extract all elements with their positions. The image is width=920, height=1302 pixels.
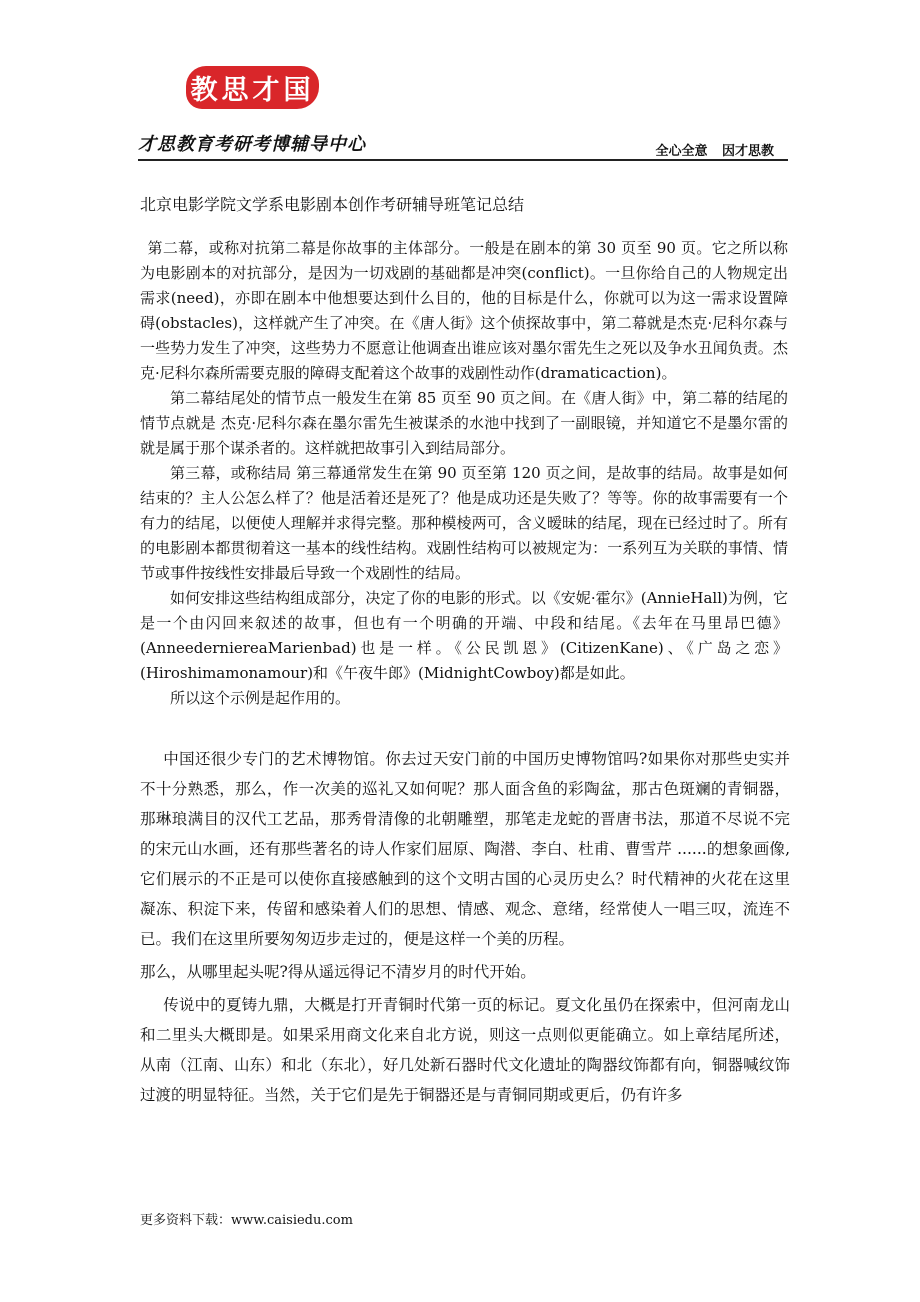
footer-download-link[interactable]: 更多资料下载：www.caisiedu.com bbox=[140, 1213, 353, 1228]
paragraph: 第二幕，或称对抗第二幕是你故事的主体部分。一般是在剧本的第 30 页至 90 页。它之所以称为电影剧本的对抗部分，是因为一切戏剧的基础都是冲突(conflict)。一旦你给自己的人物规定出需求(need)，亦即在剧本中他想要达到什么目的，他的目标是什么，你就可以为这一需求设置障碍(obstacles)，这样就产生了冲突。在《唐人街》这个侦探故事中，第二幕就是杰克·尼科尔森与一些势力发生了冲突，这些势力不愿意让他调查出谁应该对墨尔雷先生之死以及争水丑闻负责。杰克·尼科尔森所需要克服的障碍支配着这个故事的戏剧性动作(dramaticaction)。 bbox=[140, 239, 788, 382]
paragraph: 传说中的夏铸九鼎，大概是打开青铜时代第一页的标记。夏文化虽仍在探索中，但河南龙山和二里头大概即是。如果采用商文化来自北方说，则这一点则似更能确立。如上章结尾所述，从南（江南、山东）和北（东北），好几处新石器时代文化遗址的陶器纹饰都有向，铜器喊纹饰过渡的明显特征。当然，关于它们是先于铜器还是与青铜同期或更后，仍有许多 bbox=[140, 996, 790, 1104]
notes-section bbox=[140, 236, 788, 711]
slogan: 全心全意 因才思教 bbox=[655, 144, 774, 159]
logo-text: 教思才国 bbox=[190, 75, 315, 106]
paragraph: 第二幕结尾处的情节点一般发生在第 85 页至 90 页之间。在《唐人街》中，第二幕的结尾的情节点就是 杰克·尼科尔森在墨尔雷先生被谋杀的水池中找到了一副眼镜，并知道它不是墨尔雷的就是属于那个谋杀者的。这样就把故事引入到结局部分。 bbox=[140, 389, 788, 457]
paragraph: 那么，从哪里起头呢?得从遥远得记不清岁月的时代开始。 bbox=[140, 963, 536, 981]
essay-section bbox=[140, 744, 790, 1113]
paragraph: 第三幕，或称结局 第三幕通常发生在第 90 页至第 120 页之间，是故事的结局。故事是如何结束的？主人公怎么样了？他是活着还是死了？他是成功还是失败了？等等。你的故事需要有一个有力的结尾，以便使人理解并求得完整。那种模棱两可，含义暧昧的结尾，现在已经过时了。所有的电影剧本都贯彻着这一基本的线性结构。戏剧性结构可以被规定为：一系列互为关联的事情、情节或事件按线性安排最后导致一个戏剧性的结局。 bbox=[140, 464, 788, 582]
document-title: 北京电影学院文学系电影剧本创作考研辅导班笔记总结 bbox=[140, 195, 525, 214]
org-name: 才思教育考研考博辅导中心 bbox=[138, 134, 366, 155]
paragraph: 中国还很少专门的艺术博物馆。你去过天安门前的中国历史博物馆吗?如果你对那些史实并不十分熟悉，那么，作一次美的巡礼又如何呢？那人面含鱼的彩陶盆，那古色斑斓的青铜器，那琳琅满目的汉代工艺品，那秀骨清像的北朝雕塑，那笔走龙蛇的晋唐书法，那道不尽说不完的宋元山水画，还有那些著名的诗人作家们屈原、陶潜、李白、杜甫、曹雪芹 ......的想象画像,它们展示的不正是可以使你直接感触到的这个文明古国的心灵历史么？时代精神的火花在这里凝冻、积淀下来，传留和感染着人们的思想、情感、观念、意绪，经常使人一唱三叹，流连不已。我们在这里所要匆匆迈步走过的，便是这样一个美的历程。 bbox=[140, 750, 790, 948]
brand-logo bbox=[186, 66, 319, 109]
paragraph: 如何安排这些结构组成部分，决定了你的电影的形式。以《安妮·霍尔》(AnnieHall)为例，它是一个由闪回来叙述的故事，但也有一个明确的开端、中段和结尾。《去年在马里昂巴德》(AnneedernierеaMarienbad)也是一样。《公民凯恩》(CitizenKane)、《广岛之恋》(Hiroshimamonamour)和《午夜牛郎》(MidnightCowboy)都是如此。 bbox=[140, 589, 788, 682]
paragraph: 所以这个示例是起作用的。 bbox=[170, 689, 351, 707]
header-divider bbox=[138, 159, 788, 161]
